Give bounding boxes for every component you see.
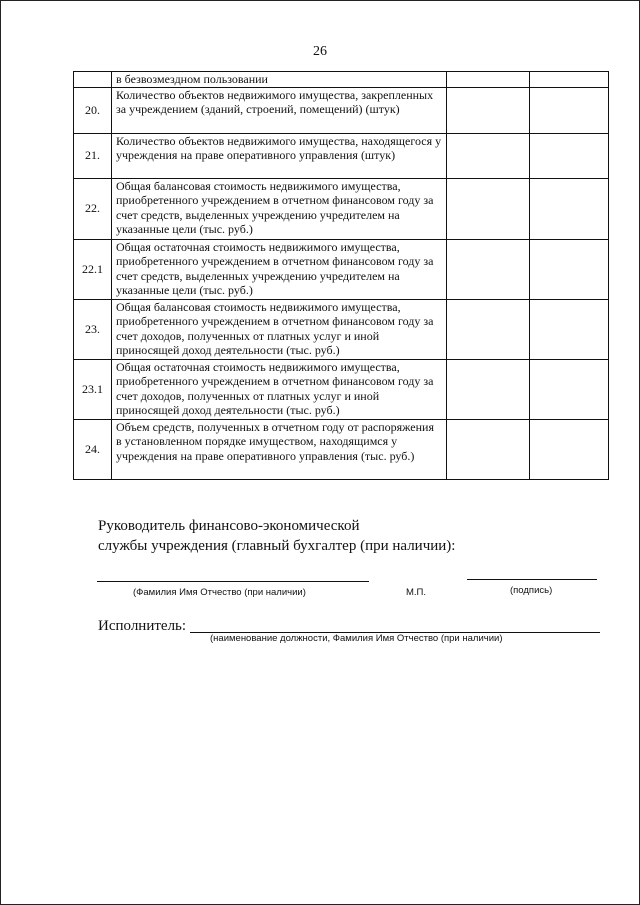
value-cell[interactable] (447, 419, 530, 479)
row-number: 23.1 (74, 359, 112, 419)
name-caption: (Фамилия Имя Отчество (при наличии) (133, 587, 306, 598)
signature-title-line-1: Руководитель финансово-экономической (98, 518, 360, 534)
executor-label: Исполнитель: (98, 618, 187, 634)
row-number (74, 72, 112, 88)
row-text: Общая остаточная стоимость недвижимого имущества, приобретенного учреждением в отчетном финансовом году за счет средств, выделенных учреждению учредителем на указанные цели (тыс. руб.) (112, 239, 447, 299)
value-cell[interactable] (447, 87, 530, 133)
row-text: Количество объектов недвижимого имущества, находящегося у учреждения на праве оперативного управления (штук) (112, 133, 447, 178)
row-number: 22. (74, 178, 112, 239)
table-row (74, 133, 609, 178)
row-number: 21. (74, 133, 112, 178)
row-number: 22.1 (74, 239, 112, 299)
value-cell[interactable] (447, 72, 530, 88)
row-text: Общая балансовая стоимость недвижимого имущества, приобретенного учреждением в отчетном финансовом году за счет доходов, полученных от платных услуг и иной приносящей доход деятельности (тыс. руб.) (112, 299, 447, 359)
page-number: 26 (313, 44, 327, 59)
value-cell[interactable] (530, 359, 609, 419)
row-text: Общая остаточная стоимость недвижимого имущества, приобретенного учреждением в отчетном финансовом году за счет доходов, полученных от платных услуг и иной приносящей доход деятельности (тыс. руб.) (112, 359, 447, 419)
row-text: в безвозмездном пользовании (112, 72, 447, 88)
value-cell[interactable] (530, 178, 609, 239)
value-cell[interactable] (447, 133, 530, 178)
table-row (74, 359, 609, 419)
signature-line[interactable] (467, 579, 597, 580)
value-cell[interactable] (530, 299, 609, 359)
name-signature-line[interactable] (97, 581, 369, 582)
executor-caption: (наименование должности, Фамилия Имя Отчество (при наличии) (210, 633, 503, 644)
table-row (74, 87, 609, 133)
row-text: Объем средств, полученных в отчетном году от распоряжения в установленном порядке имуществом, находящимся у учреждения на праве оперативного управления (тыс. руб.) (112, 419, 447, 479)
signature-caption: (подпись) (510, 585, 553, 596)
row-number: 24. (74, 419, 112, 479)
value-cell[interactable] (530, 133, 609, 178)
table-row (74, 72, 609, 88)
table-row (74, 419, 609, 479)
row-number: 20. (74, 87, 112, 133)
value-cell[interactable] (447, 178, 530, 239)
table-row (74, 178, 609, 239)
report-table (73, 71, 609, 480)
table-row (74, 299, 609, 359)
value-cell[interactable] (530, 87, 609, 133)
row-number: 23. (74, 299, 112, 359)
value-cell[interactable] (530, 419, 609, 479)
stamp-caption: М.П. (406, 587, 427, 598)
value-cell[interactable] (447, 359, 530, 419)
table-row (74, 239, 609, 299)
row-text: Общая балансовая стоимость недвижимого имущества, приобретенного учреждением в отчетном финансовом году за счет средств, выделенных учреждению учредителем на указанные цели (тыс. руб.) (112, 178, 447, 239)
value-cell[interactable] (447, 239, 530, 299)
signature-title-line-2: службы учреждения (главный бухгалтер (при наличии): (98, 538, 456, 554)
value-cell[interactable] (530, 239, 609, 299)
value-cell[interactable] (447, 299, 530, 359)
value-cell[interactable] (530, 72, 609, 88)
signature-title (98, 516, 558, 556)
row-text: Количество объектов недвижимого имущества, закрепленных за учреждением (зданий, строений, помещений) (штук) (112, 87, 447, 133)
